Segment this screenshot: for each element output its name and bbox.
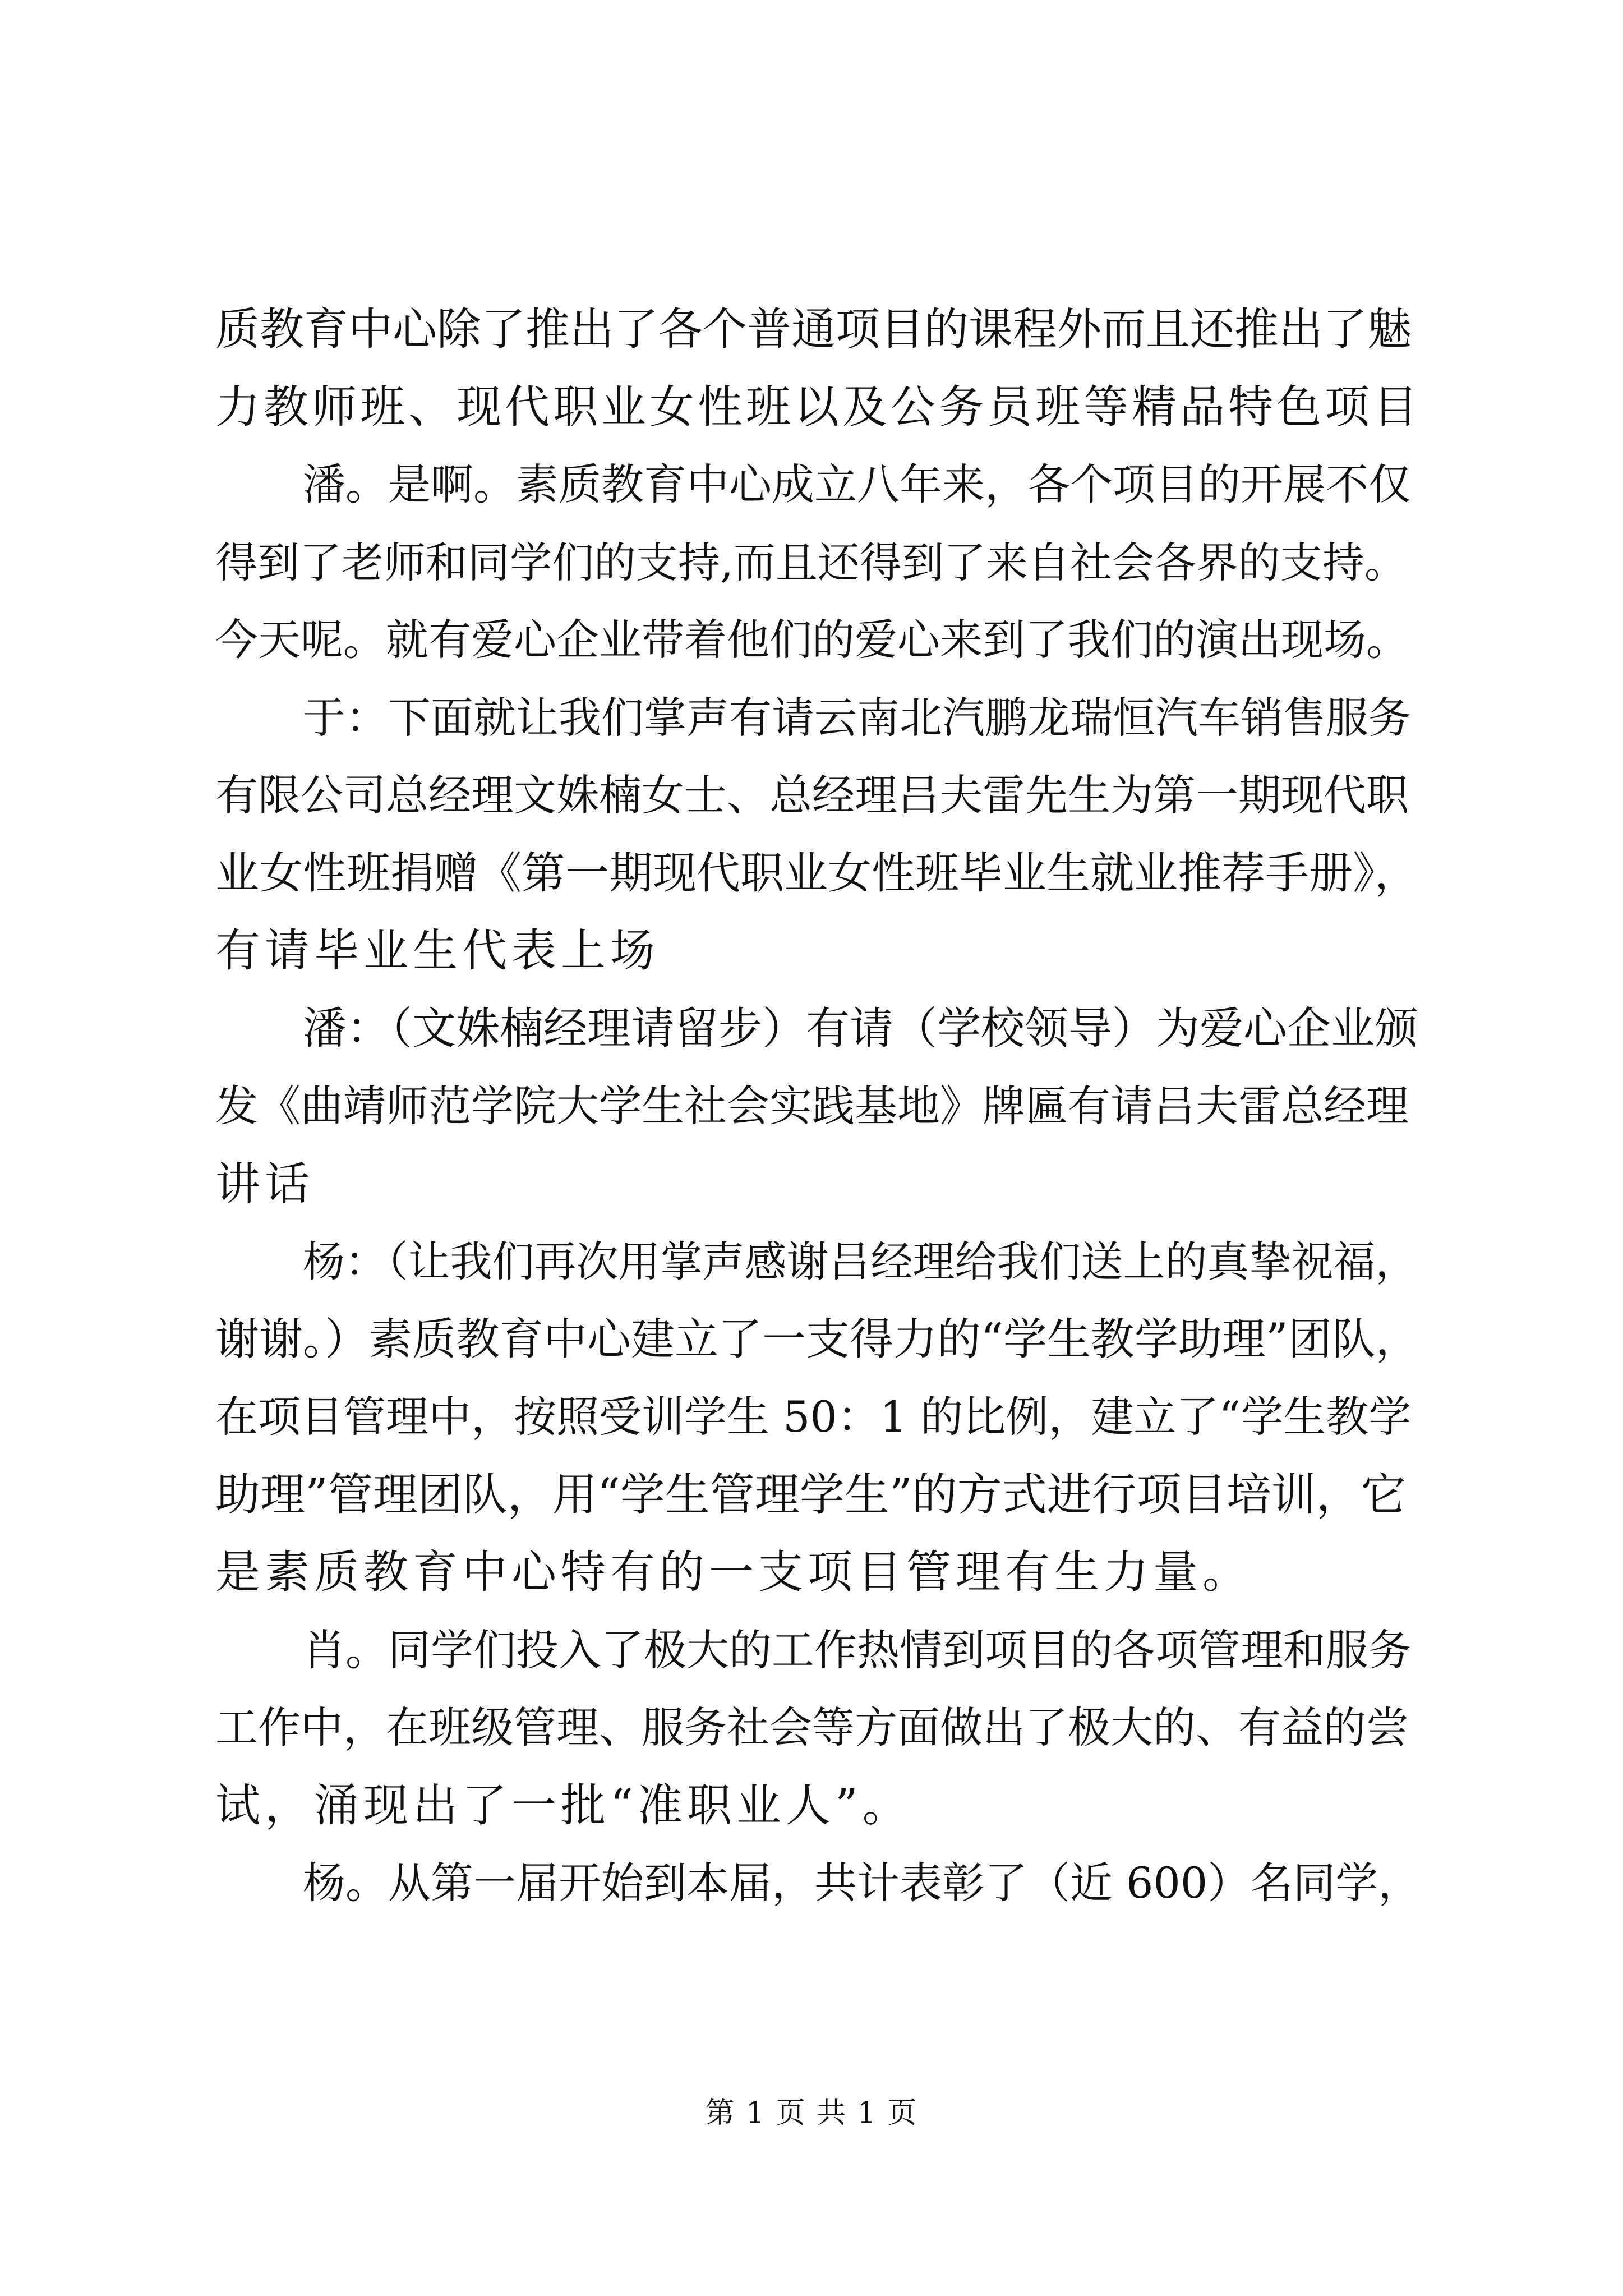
page-footer: 第 1 页 共 1 页 (705, 2096, 918, 2130)
text-line: 讲话 (215, 1157, 314, 1210)
text-line: 试，涌现出了一批“准职业人”。 (215, 1779, 912, 1832)
text-line: 业女性班捐赠《第一期现代职业女性班毕业生就业推荐手册》， (215, 848, 1419, 899)
paragraph-start-line: 潘。是啊。素质教育中心成立八年来，各个项目的开展不仅 (303, 459, 1411, 509)
paragraph-start-line: 潘：（文姝楠经理请留步）有请（学校领导）为爱心企业颁 (303, 1003, 1419, 1054)
text-line: 发《曲靖师范学院大学生社会实践基地》牌匾有请吕夫雷总经理 (215, 1081, 1409, 1131)
document-body (215, 291, 1421, 1922)
text-line: 谢谢。）素质教育中心建立了一支得力的“学生教学助理”团队， (215, 1314, 1419, 1365)
paragraph-start-line: 杨。从第一届开始到本届，共计表彰了（近 600）名同学， (303, 1858, 1421, 1908)
text-line: 得到了老师和同学们的支持,而且还得到了来自社会各界的支持。 (215, 537, 1407, 587)
text-line: 是素质教育中心特有的一支项目管理有生力量。 (215, 1546, 1252, 1598)
text-line: 今天呢。就有爱心企业带着他们的爱心来到了我们的演出现场。 (215, 615, 1409, 665)
text-line: 质教育中心除了推出了各个普通项目的课程外而且还推出了魅 (215, 303, 1412, 355)
paragraph-start-line: 肖。同学们投入了极大的工作热情到项目的各项管理和服务 (303, 1625, 1411, 1675)
text-line: 助理”管理团队，用“学生管理学生”的方式进行项目培训，它 (215, 1468, 1406, 1521)
text-line: 在项目管理中，按照受训学生 50：1 的比例，建立了“学生教学 (215, 1392, 1412, 1442)
text-line: 有限公司总经理文姝楠女士、总经理吕夫雷先生为第一期现代职 (215, 770, 1409, 820)
paragraph-start-line: 于：下面就让我们掌声有请云南北汽鹏龙瑞恒汽车销售服务 (303, 692, 1411, 743)
paragraph-start-line: 杨：（让我们再次用掌声感谢吕经理给我们送上的真挚祝福， (303, 1237, 1418, 1286)
text-line: 工作中，在班级管理、服务社会等方面做出了极大的、有益的尝 (215, 1703, 1409, 1752)
text-line: 有请毕业生代表上场 (215, 924, 660, 977)
text-line: 力教师班、现代职业女性班以及公务员班等精品特色项目 (215, 380, 1421, 433)
